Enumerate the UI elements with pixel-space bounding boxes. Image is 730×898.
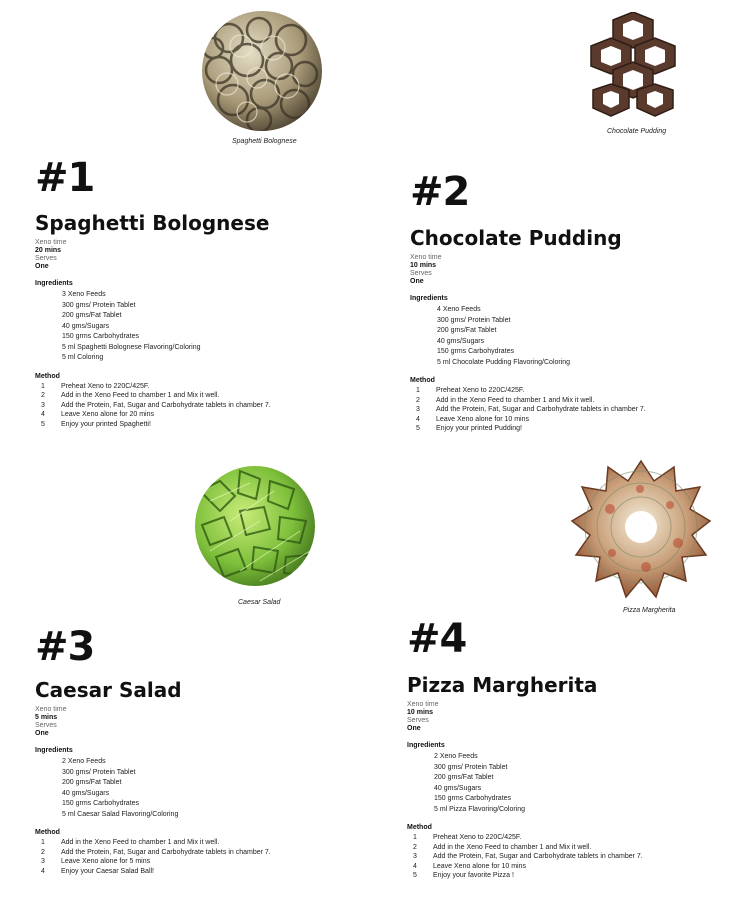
xeno-time-label: Xeno time bbox=[35, 239, 67, 246]
method-list bbox=[35, 838, 271, 876]
step-number: 2 bbox=[413, 843, 417, 851]
step-number: 1 bbox=[41, 382, 45, 390]
list-item: 200 gms/Fat Tablet bbox=[62, 779, 122, 786]
ingredients-heading: Ingredients bbox=[35, 747, 73, 754]
list-item: 5 ml Caesar Salad Flavoring/Coloring bbox=[62, 810, 179, 818]
step-text: Leave Xeno alone for 10 mins bbox=[433, 862, 527, 870]
recipe-details bbox=[410, 227, 646, 434]
list-item: 300 gms/ Protein Tablet bbox=[62, 768, 136, 776]
ingredients-list bbox=[35, 757, 271, 820]
method-step bbox=[416, 424, 646, 434]
method-step bbox=[413, 862, 643, 872]
method-step bbox=[41, 382, 271, 392]
list-item: 300 gms/ Protein Tablet bbox=[437, 316, 511, 324]
method-step bbox=[416, 386, 646, 396]
method-step bbox=[41, 838, 271, 848]
list-item: 300 gms/ Protein Tablet bbox=[62, 301, 136, 309]
step-number: 4 bbox=[41, 411, 45, 418]
step-text: Leave Xeno alone for 10 mins bbox=[436, 415, 530, 423]
recipe-title: Caesar Salad bbox=[35, 678, 182, 702]
xeno-time-value: 20 mins bbox=[35, 247, 62, 254]
step-text: Enjoy your printed Spaghetti! bbox=[61, 420, 151, 428]
xeno-time-value: 5 mins bbox=[35, 714, 58, 721]
list-item: 2 Xeno Feeds bbox=[434, 753, 478, 760]
recipe-card-pizza bbox=[365, 449, 730, 898]
step-text: Leave Xeno alone for 20 mins bbox=[61, 411, 155, 418]
step-text: Leave Xeno alone for 5 mins bbox=[61, 858, 151, 865]
step-text: Add in the Xeno Feed to chamber 1 and Mix it well. bbox=[433, 843, 592, 851]
recipe-title: Spaghetti Bolognese bbox=[35, 211, 270, 235]
step-number: 3 bbox=[41, 401, 45, 409]
step-text: Preheat Xeno to 220C/425F. bbox=[433, 834, 522, 841]
caesar-salad-ball-image bbox=[190, 461, 320, 591]
step-text: Enjoy your Caesar Salad Ball! bbox=[61, 867, 154, 875]
method-heading: Method bbox=[35, 372, 60, 380]
pizza-margherita-image bbox=[570, 459, 712, 601]
step-number: 4 bbox=[413, 862, 417, 870]
list-item: 300 gms/ Protein Tablet bbox=[434, 763, 508, 771]
recipe-card-caesar-salad bbox=[0, 449, 365, 898]
list-item: 40 gms/Sugars bbox=[437, 337, 485, 345]
xeno-time-label: Xeno time bbox=[407, 701, 439, 708]
list-item: 150 grms Carbohydrates bbox=[434, 795, 512, 802]
step-text: Preheat Xeno to 220C/425F. bbox=[436, 387, 525, 394]
serves-value: One bbox=[35, 263, 49, 270]
recipe-title: Pizza Margherita bbox=[407, 673, 598, 697]
step-number: 1 bbox=[416, 387, 420, 394]
method-step bbox=[41, 420, 271, 430]
ingredients-list bbox=[35, 290, 271, 364]
ingredients-heading: Ingredients bbox=[410, 295, 448, 302]
list-item: 5 ml Spaghetti Bolognese Flavoring/Coloring bbox=[62, 343, 201, 351]
method-list bbox=[410, 386, 646, 434]
recipe-title: Chocolate Pudding bbox=[410, 226, 622, 250]
step-text: Add the Protein, Fat, Sugar and Carbohydrate tablets in chamber 7. bbox=[61, 401, 271, 409]
serves-value: One bbox=[35, 730, 49, 737]
method-step bbox=[413, 871, 643, 881]
method-step bbox=[416, 405, 646, 415]
method-step bbox=[413, 843, 643, 853]
list-item: 5 ml Chocolate Pudding Flavoring/Coloring bbox=[437, 358, 571, 366]
step-text: Add the Protein, Fat, Sugar and Carbohydrate tablets in chamber 7. bbox=[61, 848, 271, 856]
list-item: 5 ml Pizza Flavoring/Coloring bbox=[434, 805, 526, 813]
step-number: 2 bbox=[41, 392, 45, 399]
serves-value: One bbox=[410, 278, 424, 285]
xeno-time-value: 10 mins bbox=[410, 262, 437, 269]
method-step bbox=[41, 410, 271, 420]
list-item: 200 gms/Fat Tablet bbox=[434, 774, 494, 781]
step-number: 1 bbox=[41, 839, 45, 846]
step-number: 1 bbox=[413, 834, 417, 841]
xeno-time-value: 10 mins bbox=[407, 709, 434, 716]
method-step bbox=[41, 848, 271, 858]
method-heading: Method bbox=[410, 377, 435, 384]
step-text: Enjoy your printed Pudding! bbox=[436, 425, 522, 432]
list-item: 2 Xeno Feeds bbox=[62, 758, 106, 765]
list-item: 40 gms/Sugars bbox=[62, 322, 110, 330]
method-step bbox=[413, 852, 643, 862]
step-number: 5 bbox=[416, 425, 420, 432]
recipe-number: #4 bbox=[407, 616, 467, 662]
step-text: Add in the Xeno Feed to chamber 1 and Mix it well. bbox=[61, 392, 220, 399]
step-text: Enjoy your favorite Pizza ! bbox=[433, 872, 514, 879]
image-caption: Caesar Salad bbox=[238, 599, 281, 606]
list-item: 150 grms Carbohydrates bbox=[62, 800, 140, 807]
image-caption: Spaghetti Bolognese bbox=[232, 138, 297, 145]
list-item: 40 gms/Sugars bbox=[434, 784, 482, 792]
ingredients-heading: Ingredients bbox=[407, 742, 445, 749]
image-caption: Chocolate Pudding bbox=[607, 128, 667, 135]
serves-label: Serves bbox=[35, 722, 57, 729]
recipe-details bbox=[35, 212, 271, 429]
step-text: Add in the Xeno Feed to chamber 1 and Mix it well. bbox=[61, 839, 220, 846]
method-step bbox=[416, 415, 646, 425]
list-item: 5 ml Coloring bbox=[62, 354, 104, 361]
method-heading: Method bbox=[35, 829, 60, 836]
recipe-card-chocolate bbox=[365, 0, 730, 449]
step-number: 5 bbox=[413, 872, 417, 879]
list-item: 150 grms Carbohydrates bbox=[62, 333, 140, 340]
recipe-details bbox=[407, 674, 643, 881]
recipe-details bbox=[35, 679, 271, 876]
step-text: Add the Protein, Fat, Sugar and Carbohydrate tablets in chamber 7. bbox=[436, 406, 646, 413]
list-item: 150 grms Carbohydrates bbox=[437, 348, 515, 355]
list-item: 3 Xeno Feeds bbox=[62, 291, 106, 298]
recipe-number: #1 bbox=[35, 155, 95, 201]
serves-label: Serves bbox=[407, 717, 429, 724]
method-step bbox=[41, 401, 271, 411]
list-item: 4 Xeno Feeds bbox=[437, 306, 481, 313]
recipe-card-spaghetti bbox=[0, 0, 365, 449]
recipe-number: #3 bbox=[35, 624, 95, 670]
chocolate-pudding-image bbox=[583, 12, 683, 120]
ingredients-list bbox=[407, 752, 643, 815]
step-number: 3 bbox=[413, 853, 417, 860]
list-item: 200 gms/Fat Tablet bbox=[62, 312, 122, 319]
method-list bbox=[407, 833, 643, 881]
step-number: 2 bbox=[41, 848, 45, 856]
step-number: 2 bbox=[416, 396, 420, 404]
list-item: 200 gms/Fat Tablet bbox=[437, 327, 497, 334]
xeno-time-label: Xeno time bbox=[410, 254, 442, 261]
method-heading: Method bbox=[407, 824, 432, 831]
method-list bbox=[35, 382, 271, 430]
method-step bbox=[416, 396, 646, 406]
list-item: 40 gms/Sugars bbox=[62, 789, 110, 797]
method-step bbox=[41, 391, 271, 401]
method-step bbox=[41, 867, 271, 877]
spaghetti-ball-image bbox=[199, 8, 325, 134]
method-step bbox=[41, 857, 271, 867]
ingredients-heading: Ingredients bbox=[35, 280, 73, 287]
step-number: 4 bbox=[41, 867, 45, 875]
serves-label: Serves bbox=[35, 255, 57, 262]
serves-value: One bbox=[407, 725, 421, 732]
step-text: Add the Protein, Fat, Sugar and Carbohydrate tablets in chamber 7. bbox=[433, 853, 643, 860]
step-number: 5 bbox=[41, 420, 45, 428]
image-caption: Pizza Margherita bbox=[623, 607, 676, 614]
xeno-time-label: Xeno time bbox=[35, 706, 67, 713]
ingredients-list bbox=[410, 305, 646, 368]
recipe-number: #2 bbox=[410, 169, 470, 215]
step-number: 4 bbox=[416, 415, 420, 423]
step-text: Preheat Xeno to 220C/425F. bbox=[61, 382, 150, 390]
method-step bbox=[413, 833, 643, 843]
step-text: Add in the Xeno Feed to chamber 1 and Mix it well. bbox=[436, 396, 595, 404]
step-number: 3 bbox=[416, 406, 420, 413]
step-number: 3 bbox=[41, 858, 45, 865]
serves-label: Serves bbox=[410, 270, 432, 277]
